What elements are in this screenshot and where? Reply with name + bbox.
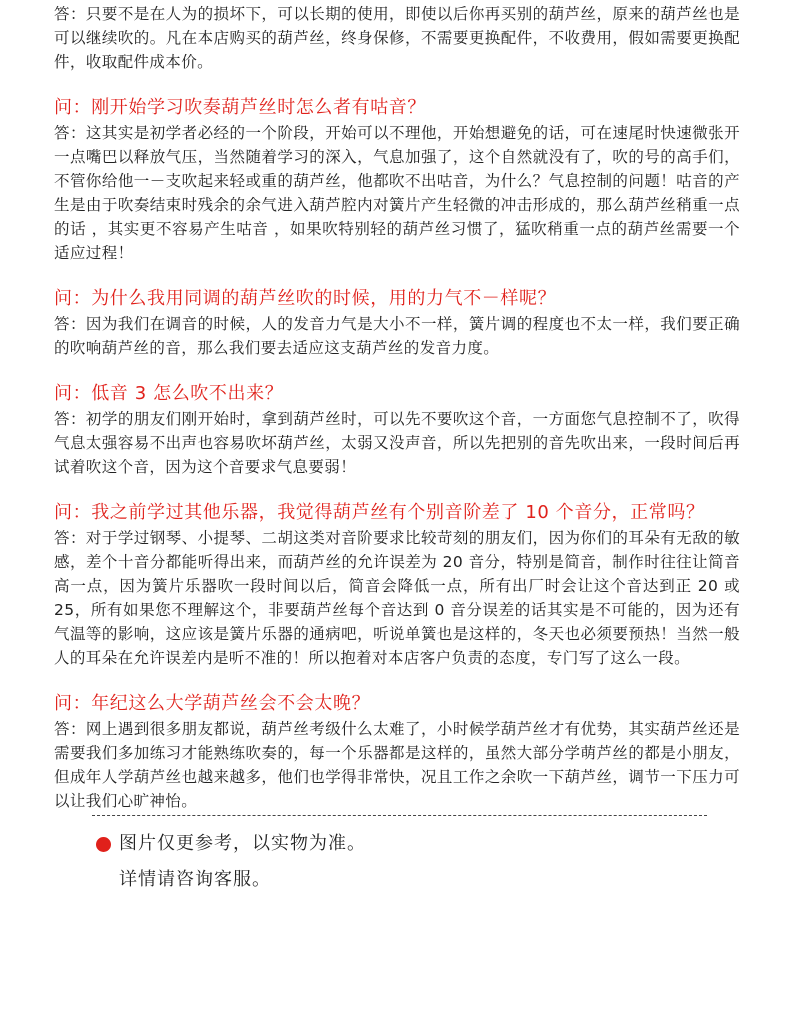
disclaimer-notes (96, 830, 366, 894)
note-text: 详情请咨询客服。 (119, 869, 271, 890)
answer-text: 答：初学的朋友们刚开始时，拿到葫芦丝时，可以先不要吹这个音，一方面您气息控制不了，吹得气息太强容易不出声也容易吹坏葫芦丝，太弱又没声音，所以先把别的音先吹出来，一段时间后再试着吹这个音，因为这个音要求气息要弱！ (54, 410, 740, 476)
answer-text: 答：对于学过钢琴、小提琴、二胡这类对音阶要求比较苛刻的朋友们，因为你们的耳朵有无敌的敏感，差个十音分都能听得出来，而葫芦丝的允许误差为 20 音分，特别是简音，制作时往往让简音高一点，因为簧片乐器吹一段时间以后，简音会降低一点，所有出厂时会让这个音达到正 20 或 25，所有如果您不理解这个，非要葫芦丝每个音达到 0 音分误差的话其实是不可能的，因为还有气温等的影响，这应该是簧片乐器的通病吧，听说单簧也是这样的，冬天也必须要预热！当然一般人的耳朵在允许误差内是听不准的！所以抱着对本店客户负责的态度，专门写了这么一段。 (54, 529, 740, 667)
note-row (96, 866, 366, 894)
red-dot-icon (96, 837, 111, 852)
question-heading: 问：年纪这么大学葫芦丝会不会太晚？ (54, 693, 371, 714)
question-heading: 问：刚开始学习吹奏葫芦丝时怎么者有咕音？ (54, 97, 426, 118)
answer-text: 答：因为我们在调音的时候，人的发音力气是大小不一样，簧片调的程度也不太一样，我们要正确的吹响葫芦丝的音，那么我们要去适应这支葫芦丝的发音力度。 (54, 315, 740, 357)
answer-text: 答：这其实是初学者必经的一个阶段，开始可以不理他，开始想避免的话，可在速尾时快速微张开一点嘴巴以释放气压，当然随着学习的深入，气息加强了，这个自然就没有了，吹的号的高手们，不管你给他一－支吹起来轻或重的葫芦丝，他都吹不出咕音，为什么？气息控制的问题！咕音的产生是由于吹奏结束时残余的余气进入葫芦腔内对簧片产生轻微的冲击形成的，那么葫芦丝稍重一点的话 ，其实更不容易产生咕音 ，如果吹特别轻的葫芦丝习惯了，猛吹稍重一点的葫芦丝需要一个适应过程！ (54, 124, 740, 262)
dashed-divider (92, 815, 707, 816)
question-heading: 问：低音 3 怎么吹不出来？ (54, 383, 284, 404)
question-heading: 问：为什么我用同调的葫芦丝吹的时候，用的力气不－样呢？ (54, 288, 557, 309)
note-row (96, 830, 366, 858)
faq-section (54, 0, 740, 813)
faq-item (54, 382, 740, 479)
faq-item (54, 692, 740, 813)
faq-item (54, 287, 740, 360)
answer-text: 答：只要不是在人为的损坏下，可以长期的使用，即使以后你再买别的葫芦丝，原来的葫芦丝也是可以继续吹的。凡在本店购买的葫芦丝，终身保修，不需要更换配件，不收费用，假如需要更换配件，收取配件成本价。 (54, 5, 740, 71)
question-heading: 问：我之前学过其他乐器，我觉得葫芦丝有个别音阶差了 10 个音分，正常吗？ (54, 502, 705, 523)
answer-text: 答：网上遇到很多朋友都说，葫芦丝考级什么太难了，小时候学葫芦丝才有优势，其实葫芦丝还是需要我们多加练习才能熟练吹奏的，每一个乐器都是这样的，虽然大部分学萌芦丝的都是小朋友，但成年人学葫芦丝也越来越多，他们也学得非常快，况且工作之余吹一下葫芦丝，调节一下压力可以让我们心旷神怡。 (54, 720, 740, 810)
faq-item (54, 96, 740, 265)
faq-item (54, 501, 740, 670)
note-text: 图片仅更参考，以实物为准。 (119, 833, 366, 854)
